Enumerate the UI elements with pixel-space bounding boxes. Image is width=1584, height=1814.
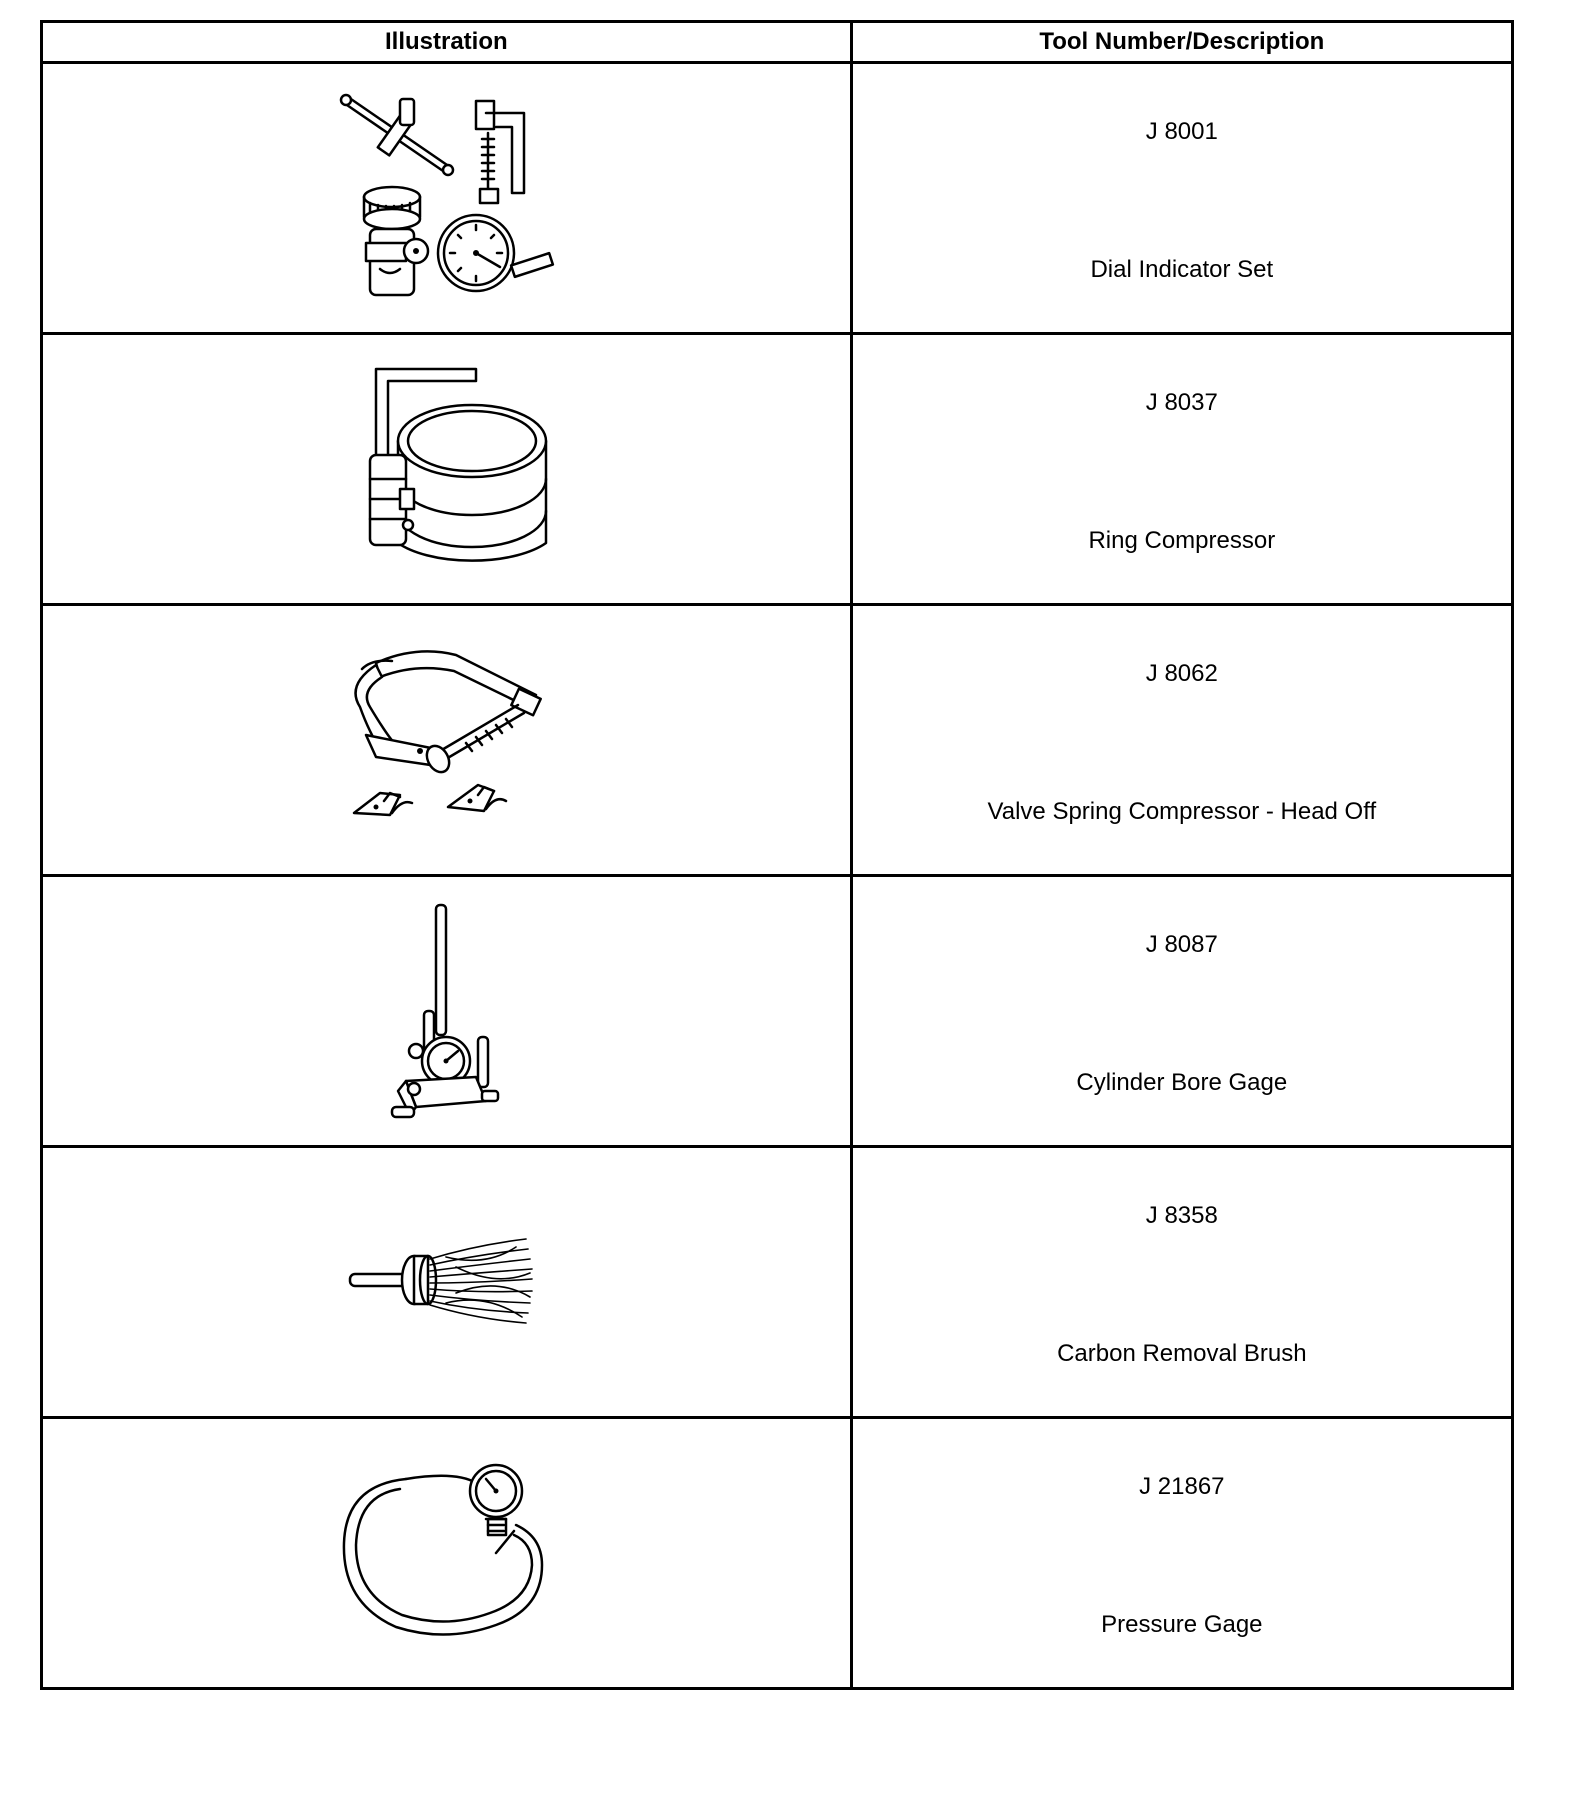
tool-cell — [851, 1418, 1512, 1689]
table-header-row — [42, 22, 1513, 63]
illustration-cell — [42, 1418, 852, 1689]
illustration-cell — [42, 876, 852, 1147]
tool-number: J 8037 — [1145, 389, 1218, 416]
table-row — [42, 1147, 1513, 1418]
table-row — [42, 1418, 1513, 1689]
tool-number: J 8358 — [1145, 1202, 1218, 1229]
dial-indicator-set-icon — [336, 93, 556, 303]
table-row — [42, 876, 1513, 1147]
ring-compressor-icon — [336, 359, 556, 579]
tool-number: J 21867 — [1139, 1473, 1225, 1500]
tool-description: Carbon Removal Brush — [1057, 1340, 1307, 1367]
table-row — [42, 334, 1513, 605]
table-row — [42, 63, 1513, 334]
illustration-cell — [42, 334, 852, 605]
illustration-cell — [42, 63, 852, 334]
illustration-cell — [42, 605, 852, 876]
pressure-gage-icon — [336, 1463, 556, 1643]
table-row — [42, 605, 1513, 876]
carbon-removal-brush-icon — [346, 1237, 546, 1327]
tool-number: J 8062 — [1145, 660, 1218, 687]
tool-cell — [851, 605, 1512, 876]
tool-description: Cylinder Bore Gage — [1076, 1069, 1288, 1096]
tool-cell — [851, 876, 1512, 1147]
tool-description: Ring Compressor — [1088, 527, 1276, 554]
special-tools-table — [40, 20, 1514, 1690]
tool-cell — [851, 63, 1512, 334]
tool-description: Dial Indicator Set — [1090, 256, 1274, 283]
tool-description: Valve Spring Compressor - Head Off — [987, 798, 1377, 825]
valve-spring-compressor-icon — [336, 645, 556, 835]
illustration-column-header: Illustration — [42, 22, 852, 63]
tool-number: J 8087 — [1145, 931, 1218, 958]
tool-cell — [851, 334, 1512, 605]
tool-number: J 8001 — [1145, 118, 1218, 145]
tool-cell — [851, 1147, 1512, 1418]
tool-description: Pressure Gage — [1101, 1611, 1263, 1638]
cylinder-bore-gage-icon — [386, 901, 506, 1121]
tool-column-header: Tool Number/Description — [851, 22, 1512, 63]
illustration-cell — [42, 1147, 852, 1418]
